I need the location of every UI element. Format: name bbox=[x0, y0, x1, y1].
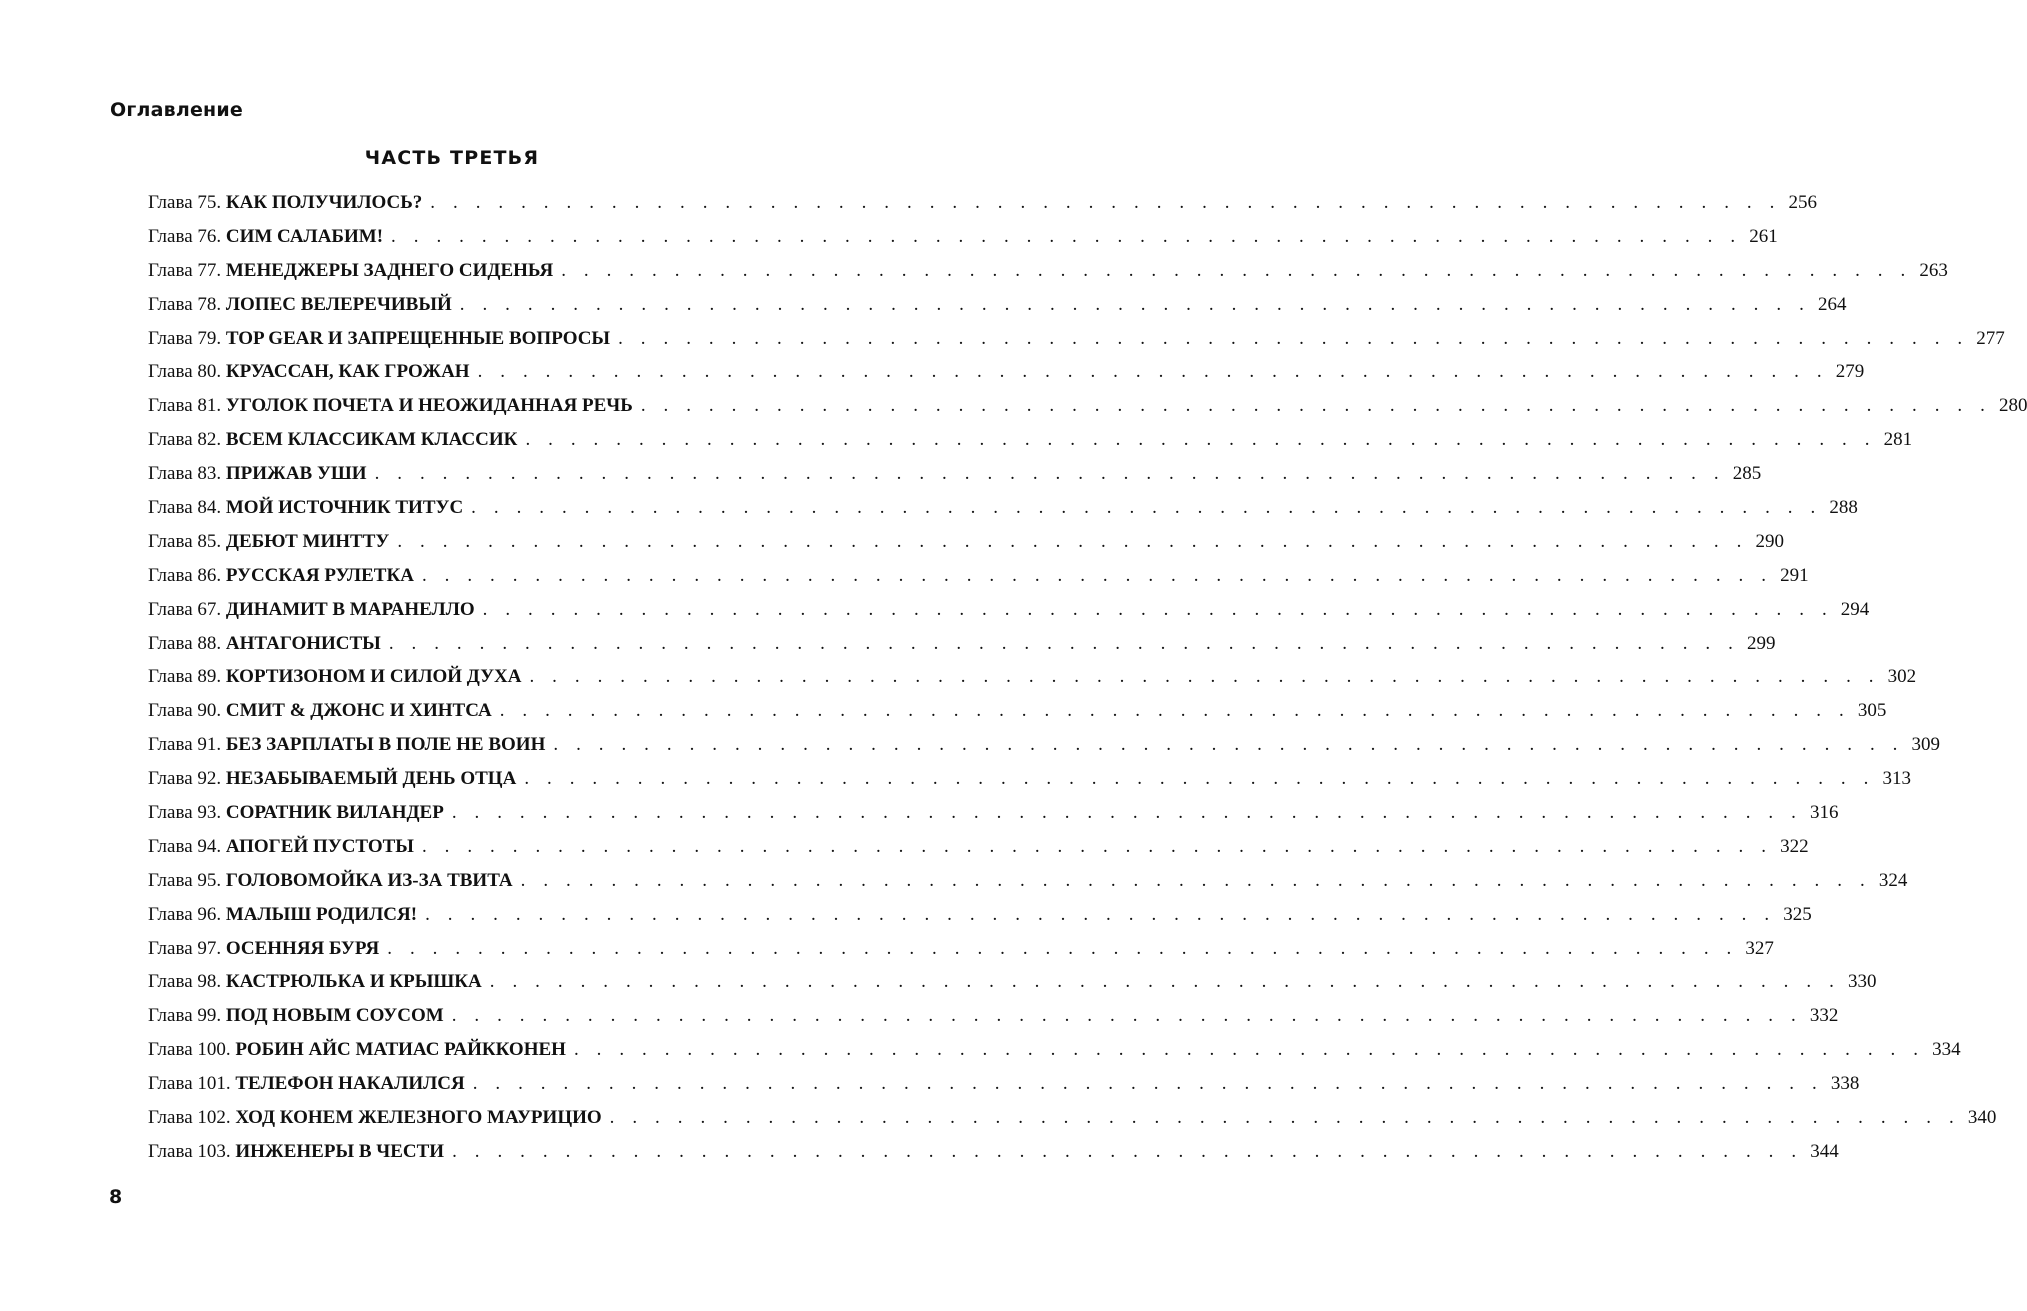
chapter-title: ДЕБЮТ МИНТТУ bbox=[225, 530, 390, 552]
toc-entry bbox=[148, 491, 1858, 525]
chapter-title: ВСЕМ КЛАССИКАМ КЛАССИК bbox=[225, 429, 518, 451]
toc-entry bbox=[148, 965, 1877, 999]
toc-entry bbox=[148, 593, 1870, 627]
chapter-number: Глава 81. bbox=[148, 395, 222, 417]
toc-entry-text bbox=[148, 559, 422, 593]
dot-leader: . . . . . . . . . . . . . . . . . . . . . . . . . . . . . . . . . . . . . . . . . . . . . . . . . . . . . . . . . . . . bbox=[618, 327, 1969, 349]
toc-entry bbox=[148, 796, 1839, 830]
page-reference: 263 bbox=[1919, 259, 1948, 281]
toc-entry-text bbox=[148, 186, 430, 220]
toc-entry-text bbox=[148, 999, 452, 1033]
toc-entry bbox=[148, 762, 1911, 796]
page-reference: 288 bbox=[1829, 497, 1858, 519]
chapter-number: Глава 88. bbox=[148, 632, 222, 654]
dot-leader: . . . . . . . . . . . . . . . . . . . . . . . . . . . . . . . . . . . . . . . . . . . . . . . . . . . . . . . . . . . . bbox=[553, 734, 1905, 756]
toc-entry-text bbox=[148, 830, 422, 864]
page-reference: 280 bbox=[1998, 395, 2027, 417]
toc-entry bbox=[148, 389, 2027, 423]
toc-entry bbox=[148, 423, 1913, 457]
chapter-number: Глава 85. bbox=[148, 530, 222, 552]
running-head: Оглавление bbox=[110, 99, 243, 121]
page-reference: 291 bbox=[1780, 564, 1809, 586]
chapter-number: Глава 78. bbox=[148, 293, 222, 315]
page-reference: 325 bbox=[1783, 903, 1812, 925]
page-reference: 330 bbox=[1847, 971, 1877, 993]
toc-entry bbox=[148, 864, 1908, 898]
chapter-title: СМИТ & ДЖОНС И ХИНТСА bbox=[225, 700, 492, 722]
toc-entry-text bbox=[148, 965, 490, 999]
toc-entry bbox=[148, 1033, 1961, 1067]
toc-entry-text bbox=[148, 525, 397, 559]
dot-leader: . . . . . . . . . . . . . . . . . . . . . . . . . . . . . . . . . . . . . . . . . . . . . . . . . . . . . . . . . . . . bbox=[397, 530, 1748, 552]
dot-leader: . . . . . . . . . . . . . . . . . . . . . . . . . . . . . . . . . . . . . . . . . . . . . . . . . . . . . . . . . . . . bbox=[489, 971, 1841, 993]
chapter-title: ИНЖЕНЕРЫ В ЧЕСТИ bbox=[235, 1140, 445, 1162]
chapter-number: Глава 89. bbox=[148, 666, 222, 688]
chapter-number: Глава 82. bbox=[148, 429, 222, 451]
toc-entry-text bbox=[148, 1135, 452, 1169]
chapter-title: ОСЕННЯЯ БУРЯ bbox=[225, 937, 380, 959]
chapter-title: РУССКАЯ РУЛЕТКА bbox=[225, 564, 414, 586]
toc-entry-text bbox=[148, 660, 529, 694]
toc-entry bbox=[148, 1135, 1839, 1169]
chapter-title: КАК ПОЛУЧИЛОСЬ? bbox=[225, 192, 423, 213]
dot-leader: . . . . . . . . . . . . . . . . . . . . . . . . . . . . . . . . . . . . . . . . . . . . . . . . . . . . . . . . . . . . bbox=[477, 361, 1829, 383]
chapter-title: ДИНАМИТ В МАРАНЕЛЛО bbox=[225, 598, 475, 620]
toc-entry-text bbox=[148, 491, 471, 525]
toc-entry bbox=[148, 830, 1809, 864]
toc-entry-text bbox=[148, 898, 425, 932]
toc-entry bbox=[148, 898, 1812, 932]
toc-entry-text bbox=[148, 355, 478, 389]
chapter-title: ХОД КОНЕМ ЖЕЛЕЗНОГО МАУРИЦИО bbox=[235, 1107, 602, 1129]
chapter-number: Глава 86. bbox=[148, 564, 222, 586]
toc-entry-text bbox=[148, 1033, 574, 1067]
chapter-title: ГОЛОВОМОЙКА ИЗ-ЗА ТВИТА bbox=[225, 869, 513, 891]
page-reference: 313 bbox=[1882, 768, 1911, 790]
toc-entry bbox=[148, 728, 1941, 762]
page-reference: 324 bbox=[1878, 869, 1908, 891]
dot-leader: . . . . . . . . . . . . . . . . . . . . . . . . . . . . . . . . . . . . . . . . . . . . . . . . . . . . . . . . . . . . bbox=[529, 666, 1881, 688]
dot-leader: . . . . . . . . . . . . . . . . . . . . . . . . . . . . . . . . . . . . . . . . . . . . . . . . . . . . . . . . . . . . bbox=[520, 869, 1872, 891]
toc-entry-text bbox=[148, 932, 387, 966]
chapter-number: Глава 94. bbox=[148, 835, 222, 857]
page-reference: 338 bbox=[1830, 1073, 1860, 1095]
page-reference: 340 bbox=[1967, 1107, 1997, 1129]
toc-entry bbox=[148, 457, 1762, 491]
page-reference: 285 bbox=[1732, 463, 1762, 485]
dot-leader: . . . . . . . . . . . . . . . . . . . . . . . . . . . . . . . . . . . . . . . . . . . . . . . . . . . . . . . . . . . . bbox=[573, 1039, 1925, 1061]
toc-entry bbox=[148, 355, 1865, 389]
page-number: 8 bbox=[109, 1186, 123, 1208]
toc-entry bbox=[148, 525, 1784, 559]
chapter-number: Глава 102. bbox=[148, 1107, 231, 1129]
page-reference: 281 bbox=[1883, 429, 1913, 451]
chapter-number: Глава 75. bbox=[148, 192, 222, 213]
chapter-number: Глава 67. bbox=[148, 598, 222, 620]
toc-entry-text bbox=[148, 694, 500, 728]
toc-entry-text bbox=[148, 864, 521, 898]
chapter-title: СИМ САЛАБИМ! bbox=[225, 225, 384, 247]
dot-leader: . . . . . . . . . . . . . . . . . . . . . . . . . . . . . . . . . . . . . . . . . . . . . . . . . . . . . . . . . . . . bbox=[388, 632, 1740, 654]
toc-entry-text bbox=[148, 762, 524, 796]
toc-entry bbox=[148, 932, 1774, 966]
toc-entry-text bbox=[148, 593, 483, 627]
chapter-number: Глава 77. bbox=[148, 259, 222, 281]
chapter-title: МОЙ ИСТОЧНИК ТИТУС bbox=[225, 497, 464, 519]
chapter-title: КОРТИЗОНОМ И СИЛОЙ ДУХА bbox=[225, 666, 522, 688]
chapter-number: Глава 79. bbox=[148, 327, 222, 349]
page-reference: 327 bbox=[1745, 937, 1774, 959]
chapter-title: ПРИЖАВ УШИ bbox=[225, 463, 367, 485]
chapter-number: Глава 80. bbox=[148, 361, 222, 383]
chapter-title: БЕЗ ЗАРПЛАТЫ В ПОЛЕ НЕ ВОИН bbox=[225, 734, 546, 756]
dot-leader: . . . . . . . . . . . . . . . . . . . . . . . . . . . . . . . . . . . . . . . . . . . . . . . . . . . . . . . . . . . . bbox=[421, 564, 1773, 586]
chapter-number: Глава 91. bbox=[148, 734, 222, 756]
dot-leader: . . . . . . . . . . . . . . . . . . . . . . . . . . . . . . . . . . . . . . . . . . . . . . . . . . . . . . . . . . . . bbox=[640, 395, 1992, 417]
page-reference: 277 bbox=[1976, 327, 2005, 349]
toc-entry-text bbox=[148, 1101, 610, 1135]
toc-entry bbox=[148, 1101, 1997, 1135]
toc-entry bbox=[148, 559, 1809, 593]
chapter-number: Глава 76. bbox=[148, 225, 222, 247]
chapter-number: Глава 101. bbox=[148, 1073, 231, 1095]
chapter-number: Глава 103. bbox=[148, 1140, 231, 1162]
dot-leader: . . . . . . . . . . . . . . . . . . . . . . . . . . . . . . . . . . . . . . . . . . . . . . . . . . . . . . . . . . . . bbox=[499, 700, 1851, 722]
dot-leader: . . . . . . . . . . . . . . . . . . . . . . . . . . . . . . . . . . . . . . . . . . . . . . . . . . . . . . . . . . . . bbox=[374, 463, 1726, 485]
dot-leader: . . . . . . . . . . . . . . . . . . . . . . . . . . . . . . . . . . . . . . . . . . . . . . . . . . . . . . . . . . . . bbox=[561, 259, 1912, 281]
page-reference: 299 bbox=[1746, 632, 1776, 654]
dot-leader: . . . . . . . . . . . . . . . . . . . . . . . . . . . . . . . . . . . . . . . . . . . . . . . . . . . . . . . . . . . . bbox=[452, 1140, 1803, 1162]
chapter-title: TOP GEAR И ЗАПРЕЩЕННЫЕ ВОПРОСЫ bbox=[225, 327, 611, 349]
toc-entry-text bbox=[148, 288, 460, 322]
dot-leader: . . . . . . . . . . . . . . . . . . . . . . . . . . . . . . . . . . . . . . . . . . . . . . . . . . . . . . . . . . . . bbox=[451, 1005, 1803, 1027]
chapter-title: СОРАТНИК ВИЛАНДЕР bbox=[225, 802, 444, 824]
dot-leader: . . . . . . . . . . . . . . . . . . . . . . . . . . . . . . . . . . . . . . . . . . . . . . . . . . . . . . . . . . . . bbox=[451, 802, 1803, 824]
chapter-number: Глава 92. bbox=[148, 768, 222, 790]
dot-leader: . . . . . . . . . . . . . . . . . . . . . . . . . . . . . . . . . . . . . . . . . . . . . . . . . . . . . . . . . . . . bbox=[459, 293, 1811, 315]
dot-leader: . . . . . . . . . . . . . . . . . . . . . . . . . . . . . . . . . . . . . . . . . . . . . . . . . . . . . . . . . . . . bbox=[421, 835, 1773, 857]
chapter-title: РОБИН АЙС МАТИАС РАЙККОНЕН bbox=[235, 1039, 566, 1061]
chapter-number: Глава 97. bbox=[148, 937, 222, 959]
chapter-title: КРУАССАН, КАК ГРОЖАН bbox=[225, 361, 470, 383]
toc-entry bbox=[148, 627, 1776, 661]
chapter-title: МАЛЫШ РОДИЛСЯ! bbox=[225, 903, 418, 925]
chapter-number: Глава 96. bbox=[148, 903, 222, 925]
toc-entry-text bbox=[148, 254, 561, 288]
chapter-number: Глава 100. bbox=[148, 1039, 231, 1061]
toc-entry-text bbox=[148, 322, 618, 356]
toc-entry bbox=[148, 660, 1917, 694]
dot-leader: . . . . . . . . . . . . . . . . . . . . . . . . . . . . . . . . . . . . . . . . . . . . . . . . . . . . . . . . . . . . bbox=[524, 768, 1875, 790]
chapter-number: Глава 98. bbox=[148, 971, 222, 993]
dot-leader: . . . . . . . . . . . . . . . . . . . . . . . . . . . . . . . . . . . . . . . . . . . . . . . . . . . . . . . . . . . . bbox=[391, 225, 1742, 247]
chapter-title: ПОД НОВЫМ СОУСОМ bbox=[225, 1005, 444, 1027]
page-reference: 332 bbox=[1809, 1005, 1839, 1027]
dot-leader: . . . . . . . . . . . . . . . . . . . . . . . . . . . . . . . . . . . . . . . . . . . . . . . . . . . . . . . . . . . . bbox=[430, 192, 1781, 213]
toc-entry bbox=[148, 288, 1847, 322]
page-reference: 344 bbox=[1810, 1140, 1839, 1162]
toc-entry bbox=[148, 694, 1887, 728]
page-reference: 256 bbox=[1788, 192, 1817, 213]
page-reference: 316 bbox=[1809, 802, 1839, 824]
dot-leader: . . . . . . . . . . . . . . . . . . . . . . . . . . . . . . . . . . . . . . . . . . . . . . . . . . . . . . . . . . . . bbox=[472, 1073, 1824, 1095]
page-reference: 305 bbox=[1857, 700, 1887, 722]
toc-entry-text bbox=[148, 389, 641, 423]
dot-leader: . . . . . . . . . . . . . . . . . . . . . . . . . . . . . . . . . . . . . . . . . . . . . . . . . . . . . . . . . . . . bbox=[471, 497, 1822, 519]
toc-entry-text bbox=[148, 220, 391, 254]
dot-leader: . . . . . . . . . . . . . . . . . . . . . . . . . . . . . . . . . . . . . . . . . . . . . . . . . . . . . . . . . . . . bbox=[609, 1107, 1961, 1129]
page-reference: 334 bbox=[1932, 1039, 1961, 1061]
toc-entry bbox=[148, 254, 1948, 288]
toc-entry-text bbox=[148, 457, 375, 491]
chapter-number: Глава 95. bbox=[148, 869, 222, 891]
toc-entry bbox=[148, 999, 1839, 1033]
page-reference: 261 bbox=[1749, 225, 1778, 247]
chapter-title: УГОЛОК ПОЧЕТА И НЕОЖИДАННАЯ РЕЧЬ bbox=[225, 395, 633, 417]
chapter-number: Глава 83. bbox=[148, 463, 222, 485]
toc-entry-text bbox=[148, 728, 553, 762]
page-reference: 309 bbox=[1911, 734, 1941, 756]
toc-entry bbox=[148, 1067, 1860, 1101]
chapter-title: АПОГЕЙ ПУСТОТЫ bbox=[225, 835, 414, 857]
page-reference: 302 bbox=[1887, 666, 1917, 688]
dot-leader: . . . . . . . . . . . . . . . . . . . . . . . . . . . . . . . . . . . . . . . . . . . . . . . . . . . . . . . . . . . . bbox=[525, 429, 1877, 451]
chapter-title: ТЕЛЕФОН НАКАЛИЛСЯ bbox=[235, 1073, 465, 1095]
dot-leader: . . . . . . . . . . . . . . . . . . . . . . . . . . . . . . . . . . . . . . . . . . . . . . . . . . . . . . . . . . . . bbox=[387, 937, 1738, 959]
page-reference: 279 bbox=[1835, 361, 1865, 383]
toc-entry-text bbox=[148, 796, 452, 830]
chapter-title: ЛОПЕС ВЕЛЕРЕЧИВЫЙ bbox=[225, 293, 452, 315]
chapter-number: Глава 90. bbox=[148, 700, 222, 722]
page-reference: 264 bbox=[1817, 293, 1847, 315]
part-title: ЧАСТЬ ТРЕТЬЯ bbox=[364, 147, 540, 169]
page-reference: 294 bbox=[1840, 598, 1870, 620]
page-reference: 290 bbox=[1755, 530, 1784, 552]
chapter-number: Глава 93. bbox=[148, 802, 222, 824]
chapter-number: Глава 84. bbox=[148, 497, 222, 519]
toc-entry-text bbox=[148, 627, 389, 661]
chapter-title: МЕНЕДЖЕРЫ ЗАДНЕГО СИДЕНЬЯ bbox=[225, 259, 554, 281]
toc-entry-text bbox=[148, 1067, 473, 1101]
page-reference: 322 bbox=[1780, 835, 1809, 857]
table-of-contents bbox=[148, 186, 2027, 1169]
toc-entry bbox=[148, 186, 1817, 220]
chapter-title: АНТАГОНИСТЫ bbox=[225, 632, 381, 654]
chapter-number: Глава 99. bbox=[148, 1005, 222, 1027]
dot-leader: . . . . . . . . . . . . . . . . . . . . . . . . . . . . . . . . . . . . . . . . . . . . . . . . . . . . . . . . . . . . bbox=[482, 598, 1834, 620]
toc-entry-text bbox=[148, 423, 525, 457]
toc-entry bbox=[148, 220, 1778, 254]
dot-leader: . . . . . . . . . . . . . . . . . . . . . . . . . . . . . . . . . . . . . . . . . . . . . . . . . . . . . . . . . . . . bbox=[425, 903, 1776, 925]
toc-entry bbox=[148, 322, 2005, 356]
chapter-title: КАСТРЮЛЬКА И КРЫШКА bbox=[225, 971, 482, 993]
chapter-title: НЕЗАБЫВАЕМЫЙ ДЕНЬ ОТЦА bbox=[225, 768, 517, 790]
